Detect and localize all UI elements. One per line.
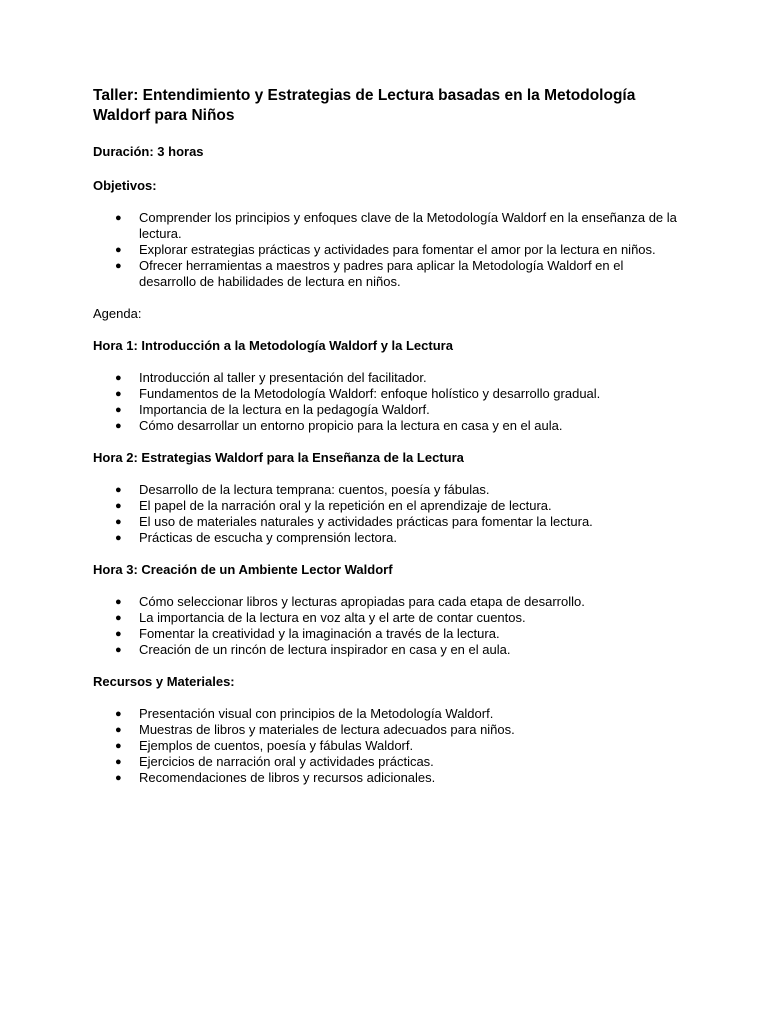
list-item-text: Muestras de libros y materiales de lectura adecuados para niños.: [139, 722, 515, 737]
list-item: [93, 626, 683, 642]
objectives-heading: Objetivos:: [93, 178, 157, 193]
list-item: [93, 594, 683, 610]
hour1-heading: Hora 1: Introducción a la Metodología Waldorf y la Lectura: [93, 338, 453, 353]
hour1-list: [93, 370, 683, 434]
list-item: [93, 514, 683, 530]
hour2-list: [93, 482, 683, 546]
agenda-label: Agenda:: [93, 306, 142, 321]
bullet-icon: ●: [115, 644, 122, 656]
list-item: [93, 370, 683, 386]
bullet-icon: ●: [115, 516, 122, 528]
document-page: [93, 86, 683, 802]
bullet-icon: ●: [115, 372, 122, 384]
list-item-text: Cómo seleccionar libros y lecturas apropiadas para cada etapa de desarrollo.: [139, 594, 585, 609]
bullet-icon: ●: [115, 628, 122, 640]
list-item-text: El uso de materiales naturales y actividades prácticas para fomentar la lectura.: [139, 514, 593, 529]
list-item: [93, 242, 683, 258]
list-item: [93, 210, 683, 242]
list-item-text: Introducción al taller y presentación del facilitador.: [139, 370, 427, 385]
hour3-list: [93, 594, 683, 658]
list-item-text: La importancia de la lectura en voz alta y el arte de contar cuentos.: [139, 610, 526, 625]
bullet-icon: ●: [115, 388, 122, 400]
list-item: [93, 738, 683, 754]
list-item-text: Presentación visual con principios de la Metodología Waldorf.: [139, 706, 494, 721]
bullet-icon: ●: [115, 500, 122, 512]
list-item-text: Recomendaciones de libros y recursos adicionales.: [139, 770, 436, 785]
list-item: [93, 642, 683, 658]
list-item-text: Comprender los principios y enfoques clave de la Metodología Waldorf en la enseñanza de la lectura.: [139, 210, 677, 241]
list-item-text: Fundamentos de la Metodología Waldorf: enfoque holístico y desarrollo gradual.: [139, 386, 601, 401]
list-item: [93, 722, 683, 738]
hour3-heading: Hora 3: Creación de un Ambiente Lector Waldorf: [93, 562, 393, 577]
bullet-icon: ●: [115, 244, 122, 256]
resources-heading: Recursos y Materiales:: [93, 674, 235, 689]
list-item-text: Desarrollo de la lectura temprana: cuentos, poesía y fábulas.: [139, 482, 490, 497]
list-item: [93, 418, 683, 434]
list-item-text: El papel de la narración oral y la repetición en el aprendizaje de lectura.: [139, 498, 552, 513]
list-item-text: Ejemplos de cuentos, poesía y fábulas Waldorf.: [139, 738, 414, 753]
list-item: [93, 610, 683, 626]
list-item-text: Ejercicios de narración oral y actividades prácticas.: [139, 754, 434, 769]
bullet-icon: ●: [115, 484, 122, 496]
bullet-icon: ●: [115, 404, 122, 416]
bullet-icon: ●: [115, 596, 122, 608]
bullet-icon: ●: [115, 212, 122, 224]
list-item: [93, 530, 683, 546]
list-item: [93, 386, 683, 402]
list-item: [93, 258, 683, 290]
list-item-text: Ofrecer herramientas a maestros y padres para aplicar la Metodología Waldorf en el desarrollo de habilidades de lectura en niños.: [139, 258, 624, 289]
document-title: Taller: Entendimiento y Estrategias de Lectura basadas en la Metodología Waldorf para Niños: [93, 87, 636, 124]
list-item: [93, 754, 683, 770]
list-item-text: Cómo desarrollar un entorno propicio para la lectura en casa y en el aula.: [139, 418, 563, 433]
objectives-list: [93, 210, 683, 290]
list-item: [93, 498, 683, 514]
bullet-icon: ●: [115, 740, 122, 752]
bullet-icon: ●: [115, 532, 122, 544]
list-item-text: Explorar estrategias prácticas y actividades para fomentar el amor por la lectura en niños.: [139, 242, 656, 257]
bullet-icon: ●: [115, 756, 122, 768]
bullet-icon: ●: [115, 772, 122, 784]
bullet-icon: ●: [115, 260, 122, 272]
list-item-text: Creación de un rincón de lectura inspirador en casa y en el aula.: [139, 642, 511, 657]
bullet-icon: ●: [115, 724, 122, 736]
list-item: [93, 770, 683, 786]
list-item: [93, 402, 683, 418]
list-item-text: Importancia de la lectura en la pedagogía Waldorf.: [139, 402, 430, 417]
list-item-text: Fomentar la creatividad y la imaginación a través de la lectura.: [139, 626, 500, 641]
hour2-heading: Hora 2: Estrategias Waldorf para la Enseñanza de la Lectura: [93, 450, 464, 465]
list-item: [93, 482, 683, 498]
list-item: [93, 706, 683, 722]
bullet-icon: ●: [115, 612, 122, 624]
resources-list: [93, 706, 683, 786]
bullet-icon: ●: [115, 708, 122, 720]
duration-line: Duración: 3 horas: [93, 144, 204, 159]
list-item-text: Prácticas de escucha y comprensión lectora.: [139, 530, 397, 545]
bullet-icon: ●: [115, 420, 122, 432]
